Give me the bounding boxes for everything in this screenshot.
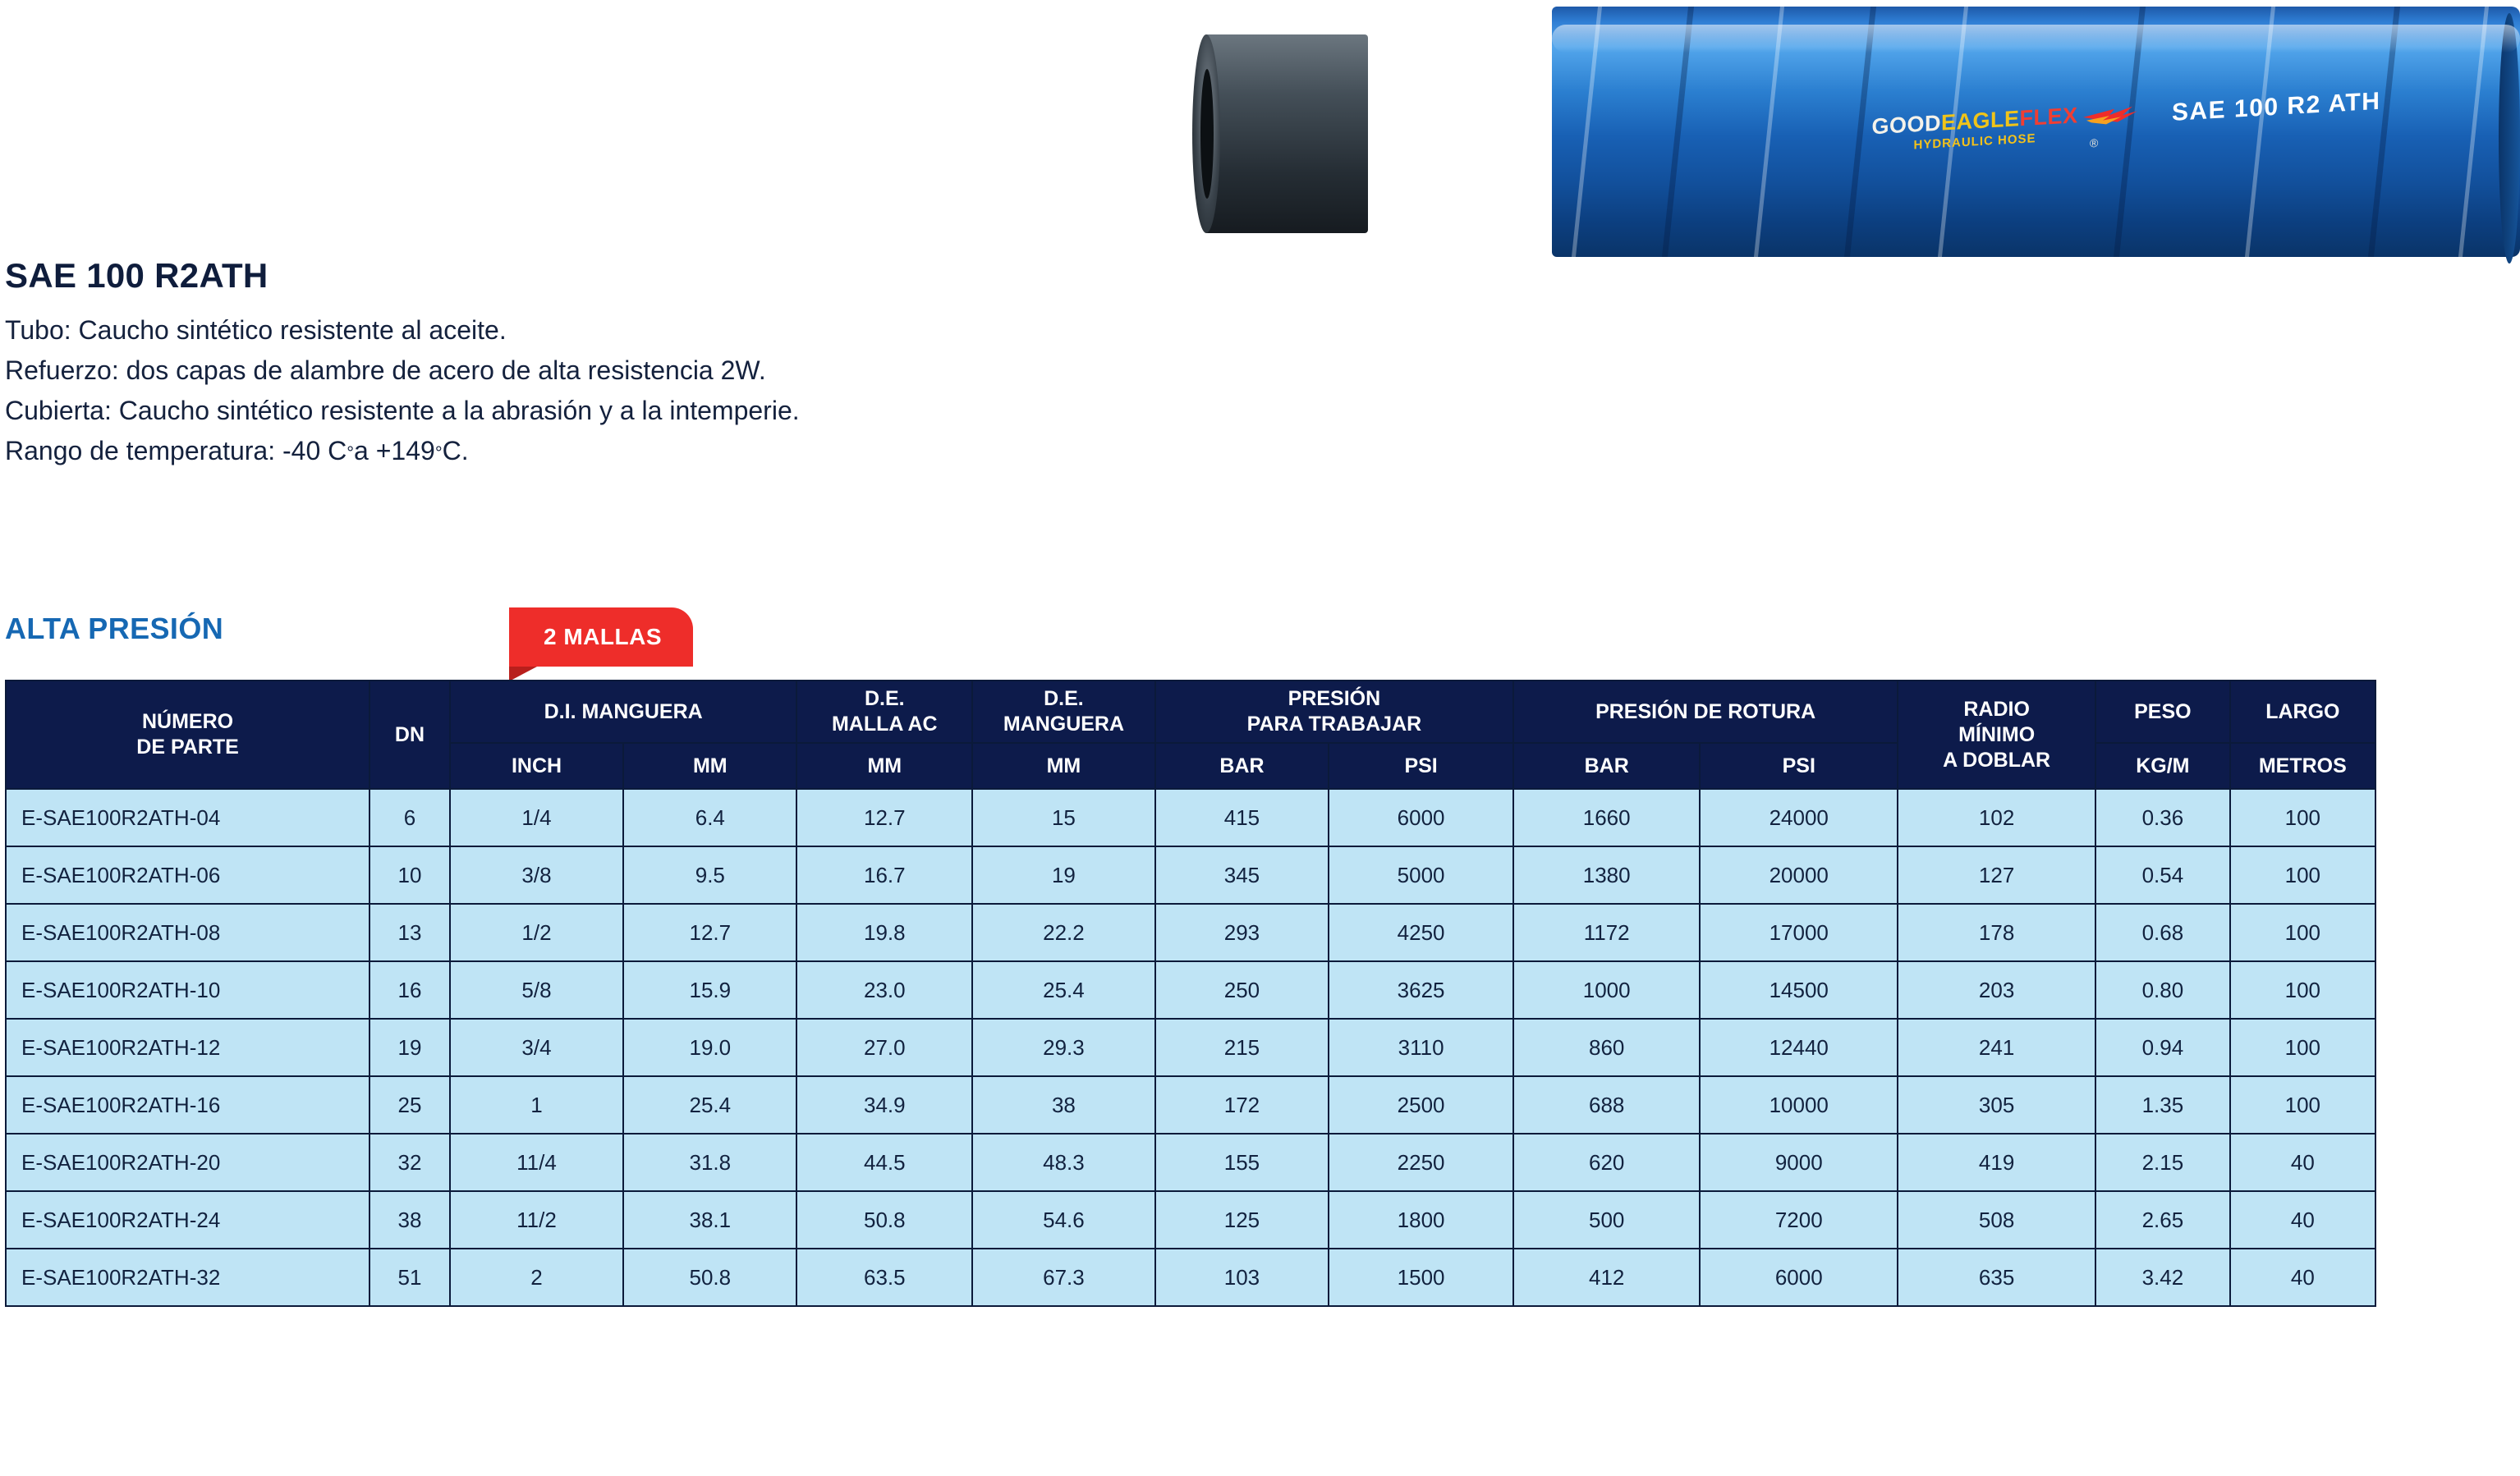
cell-de-malla-mm: 44.5 <box>796 1134 972 1191</box>
hose-highlight <box>1552 25 2520 53</box>
cell-de-manguera-mm: 48.3 <box>972 1134 1155 1191</box>
cell-bp-bar: 500 <box>1513 1191 1700 1249</box>
cell-di-inch: 11/4 <box>450 1134 623 1191</box>
cell-bp-psi: 10000 <box>1700 1076 1898 1134</box>
cell-di-inch: 1/2 <box>450 904 623 961</box>
description-line-tube: Tubo: Caucho sintético resistente al aceite. <box>5 315 507 345</box>
cell-wp-psi: 4250 <box>1329 904 1513 961</box>
cell-wp-bar: 103 <box>1155 1249 1329 1306</box>
cell-peso-kgm: 0.54 <box>2095 846 2230 904</box>
cell-di-inch: 1/4 <box>450 789 623 846</box>
cell-bp-psi: 17000 <box>1700 904 1898 961</box>
header-radio-l2: MÍNIMO <box>1958 722 2036 746</box>
temperature-prefix: Rango de temperatura: -40 C <box>5 436 347 465</box>
cell-wp-psi: 2500 <box>1329 1076 1513 1134</box>
header-radio-l3: A DOBLAR <box>1943 748 2051 772</box>
cell-dn: 19 <box>370 1019 450 1076</box>
header-presion-rotura: PRESIÓN DE ROTURA <box>1513 681 1898 743</box>
cell-bp-psi: 12440 <box>1700 1019 1898 1076</box>
cell-di-mm: 12.7 <box>623 904 796 961</box>
header-part-line2: DE PARTE <box>136 736 239 759</box>
table-row <box>6 1134 2375 1191</box>
cell-di-inch: 3/8 <box>450 846 623 904</box>
description-line-reinforcement: Refuerzo: dos capas de alambre de acero de alta resistencia 2W. <box>5 355 766 385</box>
cell-de-malla-mm: 19.8 <box>796 904 972 961</box>
header-presion-trabajo-l1: PRESIÓN <box>1288 687 1381 710</box>
cell-wp-psi: 3110 <box>1329 1019 1513 1076</box>
hose-inner-tube <box>1204 34 1368 233</box>
cell-bp-bar: 1380 <box>1513 846 1700 904</box>
table-row <box>6 961 2375 1019</box>
cell-largo-metros: 100 <box>2230 961 2375 1019</box>
unit-kg-m: KG/M <box>2095 743 2230 789</box>
cell-peso-kgm: 2.15 <box>2095 1134 2230 1191</box>
cell-de-malla-mm: 23.0 <box>796 961 972 1019</box>
cell-de-malla-mm: 27.0 <box>796 1019 972 1076</box>
cell-largo-metros: 100 <box>2230 789 2375 846</box>
header-presion-trabajo-l2: PARA TRABAJAR <box>1246 713 1422 736</box>
unit-psi-rotura: PSI <box>1700 743 1898 789</box>
cell-de-malla-mm: 34.9 <box>796 1076 972 1134</box>
cell-radio-mm: 635 <box>1898 1249 2095 1306</box>
cell-bp-psi: 14500 <box>1700 961 1898 1019</box>
cell-peso-kgm: 0.94 <box>2095 1019 2230 1076</box>
cell-radio-mm: 241 <box>1898 1019 2095 1076</box>
hose-illustration <box>1174 0 2520 304</box>
cell-part-number: E-SAE100R2ATH-32 <box>6 1249 370 1306</box>
cell-bp-bar: 860 <box>1513 1019 1700 1076</box>
cell-largo-metros: 40 <box>2230 1191 2375 1249</box>
header-di-manguera: D.I. MANGUERA <box>450 681 797 743</box>
cell-dn: 32 <box>370 1134 450 1191</box>
cell-di-mm: 6.4 <box>623 789 796 846</box>
product-description <box>5 310 1154 471</box>
cell-radio-mm: 508 <box>1898 1191 2095 1249</box>
header-radio-l1: RADIO <box>1963 697 2030 721</box>
page-title: SAE 100 R2ATH <box>5 256 269 295</box>
header-de-malla <box>796 681 972 743</box>
cell-di-inch: 2 <box>450 1249 623 1306</box>
unit-inch: INCH <box>450 743 623 789</box>
unit-mm-manguera: MM <box>972 743 1155 789</box>
hose-tube-bore <box>1200 69 1214 199</box>
cell-bp-psi: 7200 <box>1700 1191 1898 1249</box>
cell-largo-metros: 100 <box>2230 846 2375 904</box>
cell-part-number: E-SAE100R2ATH-16 <box>6 1076 370 1134</box>
cell-di-mm: 38.1 <box>623 1191 796 1249</box>
cell-de-malla-mm: 12.7 <box>796 789 972 846</box>
cell-part-number: E-SAE100R2ATH-08 <box>6 904 370 961</box>
cell-de-malla-mm: 16.7 <box>796 846 972 904</box>
cell-bp-psi: 9000 <box>1700 1134 1898 1191</box>
header-peso: PESO <box>2095 681 2230 743</box>
cell-de-malla-mm: 63.5 <box>796 1249 972 1306</box>
cell-di-inch: 3/4 <box>450 1019 623 1076</box>
cell-de-malla-mm: 50.8 <box>796 1191 972 1249</box>
header-de-manguera-l2: MANGUERA <box>1003 713 1125 736</box>
unit-psi-trabajo: PSI <box>1329 743 1513 789</box>
cell-dn: 25 <box>370 1076 450 1134</box>
table-row <box>6 1019 2375 1076</box>
cell-wp-bar: 250 <box>1155 961 1329 1019</box>
hose-model-print: SAE 100 R2 ATH <box>2172 87 2381 126</box>
cell-di-inch: 11/2 <box>450 1191 623 1249</box>
cell-peso-kgm: 3.42 <box>2095 1249 2230 1306</box>
header-de-malla-l1: D.E. <box>864 687 905 710</box>
cell-di-mm: 19.0 <box>623 1019 796 1076</box>
cell-wp-psi: 3625 <box>1329 961 1513 1019</box>
cell-de-manguera-mm: 19 <box>972 846 1155 904</box>
cell-peso-kgm: 0.36 <box>2095 789 2230 846</box>
cell-part-number: E-SAE100R2ATH-10 <box>6 961 370 1019</box>
cell-wp-bar: 293 <box>1155 904 1329 961</box>
cell-bp-psi: 24000 <box>1700 789 1898 846</box>
description-line-cover: Cubierta: Caucho sintético resistente a la abrasión y a la intemperie. <box>5 396 800 425</box>
cell-bp-bar: 1660 <box>1513 789 1700 846</box>
table-row <box>6 1076 2375 1134</box>
header-radio-minimo <box>1898 681 2095 789</box>
cell-dn: 6 <box>370 789 450 846</box>
cell-di-mm: 25.4 <box>623 1076 796 1134</box>
cell-part-number: E-SAE100R2ATH-06 <box>6 846 370 904</box>
cell-part-number: E-SAE100R2ATH-12 <box>6 1019 370 1076</box>
header-de-manguera-l1: D.E. <box>1044 687 1084 710</box>
cell-radio-mm: 305 <box>1898 1076 2095 1134</box>
cell-dn: 16 <box>370 961 450 1019</box>
cell-largo-metros: 100 <box>2230 1019 2375 1076</box>
cell-dn: 38 <box>370 1191 450 1249</box>
description-line-temperature <box>5 431 1154 471</box>
cell-bp-bar: 1172 <box>1513 904 1700 961</box>
cell-peso-kgm: 0.80 <box>2095 961 2230 1019</box>
header-de-malla-l2: MALLA AC <box>831 713 938 736</box>
unit-mm-di: MM <box>623 743 796 789</box>
brand-word-good: GOOD <box>1871 110 1941 140</box>
cell-dn: 10 <box>370 846 450 904</box>
cell-radio-mm: 127 <box>1898 846 2095 904</box>
cell-de-manguera-mm: 25.4 <box>972 961 1155 1019</box>
cell-wp-bar: 415 <box>1155 789 1329 846</box>
cell-dn: 51 <box>370 1249 450 1306</box>
temperature-suffix: C. <box>442 436 469 465</box>
cell-part-number: E-SAE100R2ATH-24 <box>6 1191 370 1249</box>
cell-part-number: E-SAE100R2ATH-20 <box>6 1134 370 1191</box>
cell-peso-kgm: 1.35 <box>2095 1076 2230 1134</box>
temperature-mid: a +149 <box>354 436 435 465</box>
cell-bp-bar: 688 <box>1513 1076 1700 1134</box>
table-row <box>6 1191 2375 1249</box>
cell-wp-psi: 6000 <box>1329 789 1513 846</box>
cell-wp-bar: 172 <box>1155 1076 1329 1134</box>
table-header <box>6 681 2375 789</box>
cell-wp-bar: 125 <box>1155 1191 1329 1249</box>
header-part-number <box>6 681 370 789</box>
unit-bar-trabajo: BAR <box>1155 743 1329 789</box>
header-dn: DN <box>370 681 450 789</box>
cell-bp-bar: 412 <box>1513 1249 1700 1306</box>
header-de-manguera <box>972 681 1155 743</box>
header-presion-trabajo <box>1155 681 1513 743</box>
cell-de-manguera-mm: 54.6 <box>972 1191 1155 1249</box>
cell-wp-psi: 5000 <box>1329 846 1513 904</box>
cell-bp-psi: 20000 <box>1700 846 1898 904</box>
cell-di-inch: 1 <box>450 1076 623 1134</box>
degree-icon: ° <box>347 442 355 463</box>
section-heading: ALTA PRESIÓN <box>5 612 224 645</box>
cell-di-mm: 31.8 <box>623 1134 796 1191</box>
mallas-ribbon-badge: 2 MALLAS <box>509 607 693 667</box>
cell-wp-bar: 345 <box>1155 846 1329 904</box>
cell-de-manguera-mm: 38 <box>972 1076 1155 1134</box>
table-body <box>6 789 2375 1306</box>
cell-de-manguera-mm: 67.3 <box>972 1249 1155 1306</box>
cell-de-manguera-mm: 22.2 <box>972 904 1155 961</box>
cell-de-manguera-mm: 29.3 <box>972 1019 1155 1076</box>
cell-wp-bar: 215 <box>1155 1019 1329 1076</box>
brand-subtitle: HYDRAULIC HOSE <box>1913 131 2036 153</box>
cell-di-inch: 5/8 <box>450 961 623 1019</box>
flame-icon <box>2082 103 2139 127</box>
cell-di-mm: 9.5 <box>623 846 796 904</box>
cell-di-mm: 15.9 <box>623 961 796 1019</box>
table-row <box>6 846 2375 904</box>
brand-word-eagle: EAGLE <box>1940 106 2020 135</box>
table-row <box>6 789 2375 846</box>
cell-wp-psi: 2250 <box>1329 1134 1513 1191</box>
table-row <box>6 904 2375 961</box>
cell-wp-psi: 1500 <box>1329 1249 1513 1306</box>
cell-dn: 13 <box>370 904 450 961</box>
table-row <box>6 1249 2375 1306</box>
cell-wp-psi: 1800 <box>1329 1191 1513 1249</box>
header-part-line1: NÚMERO <box>142 710 234 733</box>
cell-de-manguera-mm: 15 <box>972 789 1155 846</box>
cell-radio-mm: 102 <box>1898 789 2095 846</box>
cell-bp-psi: 6000 <box>1700 1249 1898 1306</box>
cell-wp-bar: 155 <box>1155 1134 1329 1191</box>
brand-word-flex: FLEX <box>2019 103 2078 131</box>
cell-di-mm: 50.8 <box>623 1249 796 1306</box>
cell-radio-mm: 419 <box>1898 1134 2095 1191</box>
cell-bp-bar: 620 <box>1513 1134 1700 1191</box>
cell-largo-metros: 40 <box>2230 1134 2375 1191</box>
unit-bar-rotura: BAR <box>1513 743 1700 789</box>
registered-mark: ® <box>2090 135 2099 150</box>
cell-peso-kgm: 0.68 <box>2095 904 2230 961</box>
cell-largo-metros: 100 <box>2230 1076 2375 1134</box>
table-header-row-groups <box>6 681 2375 743</box>
cell-bp-bar: 1000 <box>1513 961 1700 1019</box>
degree-icon-2: ° <box>434 442 443 463</box>
cell-part-number: E-SAE100R2ATH-04 <box>6 789 370 846</box>
cell-largo-metros: 40 <box>2230 1249 2375 1306</box>
cell-radio-mm: 178 <box>1898 904 2095 961</box>
cell-peso-kgm: 2.65 <box>2095 1191 2230 1249</box>
unit-metros: METROS <box>2230 743 2375 789</box>
header-largo: LARGO <box>2230 681 2375 743</box>
cell-radio-mm: 203 <box>1898 961 2095 1019</box>
specification-table <box>5 680 2376 1307</box>
unit-mm-malla: MM <box>796 743 972 789</box>
cell-largo-metros: 100 <box>2230 904 2375 961</box>
